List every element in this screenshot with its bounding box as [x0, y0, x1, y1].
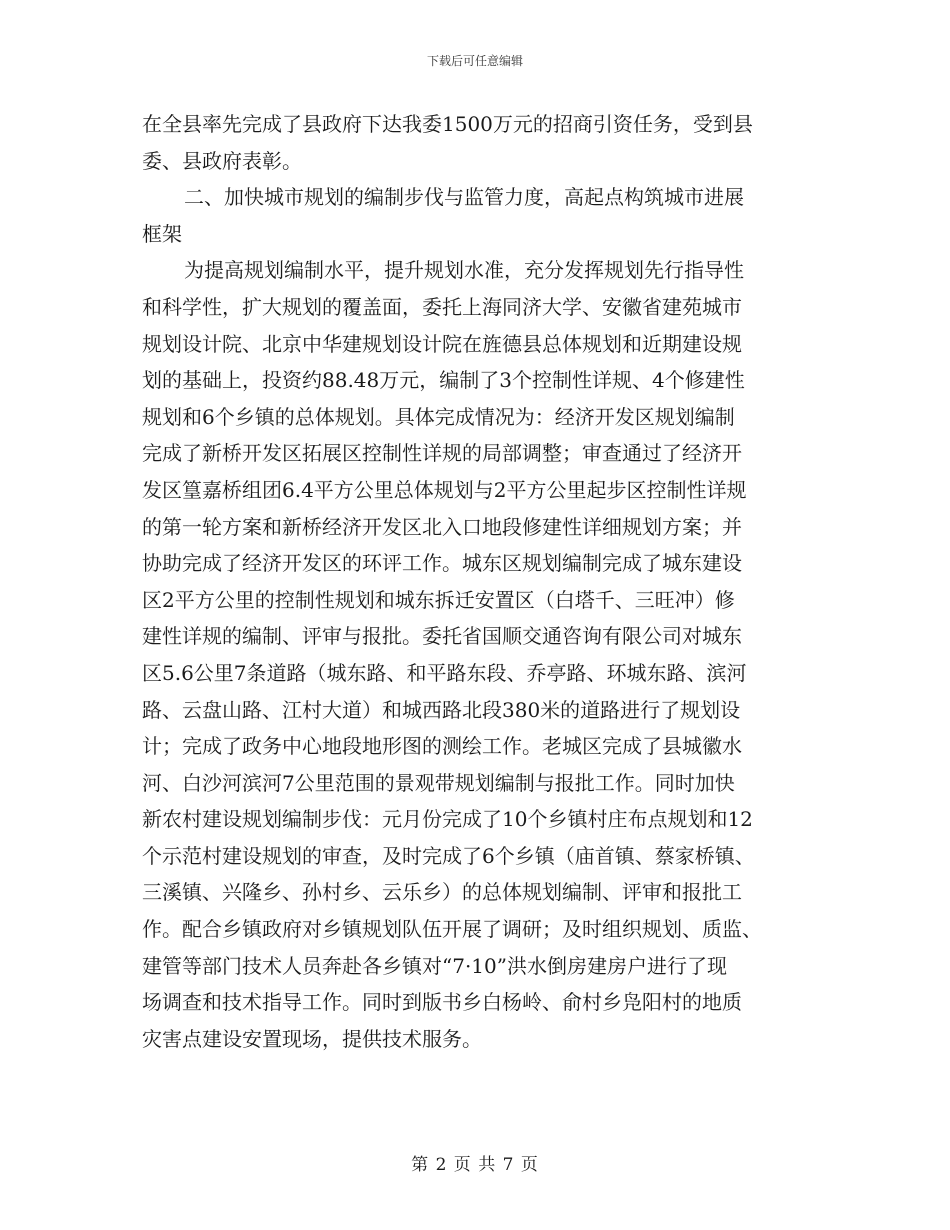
text-line: 计；完成了政务中心地段地形图的测绘工作。老城区完成了县城徽水: [142, 734, 742, 759]
text-line: 个示范村建设规划的审查，及时完成了6个乡镇（庙首镇、蔡家桥镇、: [142, 843, 755, 868]
text-line: 完成了新桥开发区拓展区控制性详规的局部调整；审查通过了经济开: [142, 441, 742, 466]
text-line: 规划设计院、北京中华建规划设计院在旌德县总体规划和近期建设规: [142, 331, 742, 356]
text-line: 建管等部门技术人员奔赴各乡镇对“7·10”洪水倒房建房户进行了现: [142, 953, 727, 978]
section-heading-line: 框架: [142, 221, 182, 246]
text-line: 作。配合乡镇政府对乡镇规划队伍开展了调研；及时组织规划、质监、: [142, 917, 762, 942]
text-line: 区5.6公里7条道路（城东路、和平路东段、乔亭路、环城东路、滨河: [142, 660, 747, 685]
text-line: 新农村建设规划编制步伐：元月份完成了10个乡镇村庄布点规划和12: [142, 807, 753, 832]
text-line: 划的基础上，投资约88.48万元，编制了3个控制性详规、4个修建性: [142, 368, 745, 393]
text-line: 发区篁嘉桥组团6.4平方公里总体规划与2平方公里起步区控制性详规: [142, 477, 747, 502]
text-line: 灾害点建设安置现场，提供技术服务。: [142, 1026, 482, 1051]
text-line: 的第一轮方案和新桥经济开发区北入口地段修建性详细规划方案；并: [142, 514, 742, 539]
text-line: 建性详规的编制、评审与报批。委托省国顺交通咨询有限公司对城东: [142, 624, 742, 649]
text-line: 区2平方公里的控制性规划和城东拆迁安置区（白塔千、三旺冲）修: [142, 587, 735, 612]
document-body: [142, 106, 810, 1057]
text-line: 在全县率先完成了县政府下达我委1500万元的招商引资任务，受到县: [142, 112, 753, 136]
page-number-footer: 第 2 页 共 7 页: [411, 1155, 539, 1175]
text-line: 路、云盘山路、江村大道）和城西路北段380米的道路进行了规划设: [142, 697, 741, 722]
text-line: 和科学性，扩大规划的覆盖面，委托上海同济大学、安徽省建苑城市: [142, 294, 742, 319]
text-line: 三溪镇、兴隆乡、孙村乡、云乐乡）的总体规划编制、评审和报批工: [142, 880, 742, 905]
text-line: 协助完成了经济开发区的环评工作。城东区规划编制完成了城东建设: [142, 551, 742, 576]
section-heading-line: 二、加快城市规划的编制步伐与监管力度，高起点构筑城市进展: [184, 185, 744, 210]
text-line: 场调查和技术指导工作。同时到版书乡白杨岭、俞村乡凫阳村的地质: [142, 990, 742, 1015]
paragraph-first-line: 为提高规划编制水平，提升规划水准，充分发挥规划先行指导性: [184, 258, 744, 283]
text-line: 河、白沙河滨河7公里范围的景观带规划编制与报批工作。同时加快: [142, 770, 735, 795]
text-line: 规划和6个乡镇的总体规划。具体完成情况为：经济开发区规划编制: [142, 404, 735, 429]
text-line: 委、县政府表彰。: [142, 148, 302, 173]
page-header-note: 下载后可任意编辑: [426, 54, 523, 68]
